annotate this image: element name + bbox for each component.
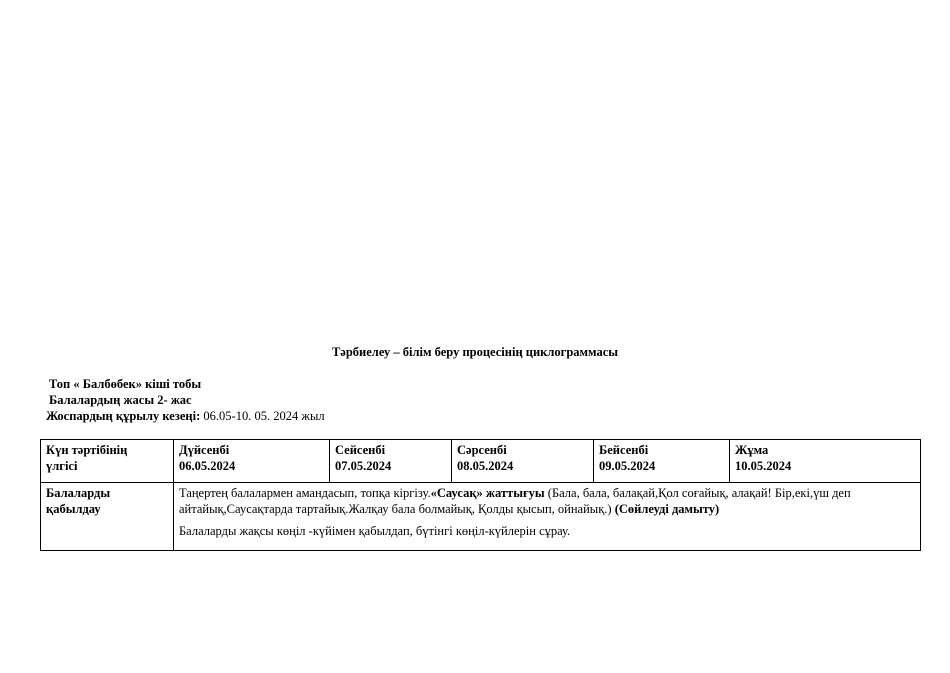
activity-paragraph (179, 485, 915, 517)
day-date: 10.05.2024 (735, 459, 792, 473)
row-label-line1: Балаларды (46, 486, 111, 500)
row-label-line2: қабылдау (46, 502, 101, 516)
day-date: 06.05.2024 (179, 459, 236, 473)
day-date: 07.05.2024 (335, 459, 392, 473)
header-schedule-line2: үлгісі (46, 459, 78, 473)
day-name: Сәрсенбі (457, 443, 507, 457)
header-cell-monday (174, 440, 330, 483)
table-header-row (41, 440, 921, 483)
header-cell-schedule (41, 440, 174, 483)
group-label: Топ « Балбөбек» кіші тобы (49, 377, 202, 391)
day-name: Дүйсенбі (179, 443, 230, 457)
schedule-table (40, 439, 921, 551)
day-name: Сейсенбі (335, 443, 386, 457)
period-label: Жоспардың құрылу кезеңі: (46, 409, 201, 423)
reception-note: Балаларды жақсы көңіл -күйімен қабылдап, бүтінгі көңіл-күйлерін сұрау. (179, 524, 571, 538)
age-label: Балалардың жасы 2- жас (49, 393, 192, 407)
activity-intro: Таңертең балалармен амандасып, топқа кіргізу. (179, 486, 431, 500)
day-name: Бейсенбі (599, 443, 649, 457)
header-schedule-line1: Күн тәртібінің (46, 443, 128, 457)
document-title: Тәрбиелеу – білім беру процесінің циклограммасы (331, 345, 619, 359)
activity-area: (Сөйлеуді дамыту) (614, 502, 720, 516)
row-label-cell (41, 483, 174, 551)
activity-rhyme: (Бала, бала, балақай,Қол соғайық, алақай! Бір,екі,үш деп айтайық,Саусақтарда тартайық.Жалқау бала болмайық, Қолды қысып, ойнайық.) (179, 486, 851, 516)
table-row (41, 483, 921, 551)
header-cell-friday (730, 440, 921, 483)
header-cell-wednesday (452, 440, 594, 483)
day-date: 09.05.2024 (599, 459, 656, 473)
day-name: Жұма (735, 443, 769, 457)
row-content-cell (174, 483, 921, 551)
period-line (46, 409, 325, 424)
period-value: 06.05-10. 05. 2024 жыл (203, 409, 325, 423)
header-cell-thursday (594, 440, 730, 483)
day-date: 08.05.2024 (457, 459, 514, 473)
activity-exercise-title: «Саусақ» жаттығуы (430, 486, 545, 500)
header-cell-tuesday (330, 440, 452, 483)
